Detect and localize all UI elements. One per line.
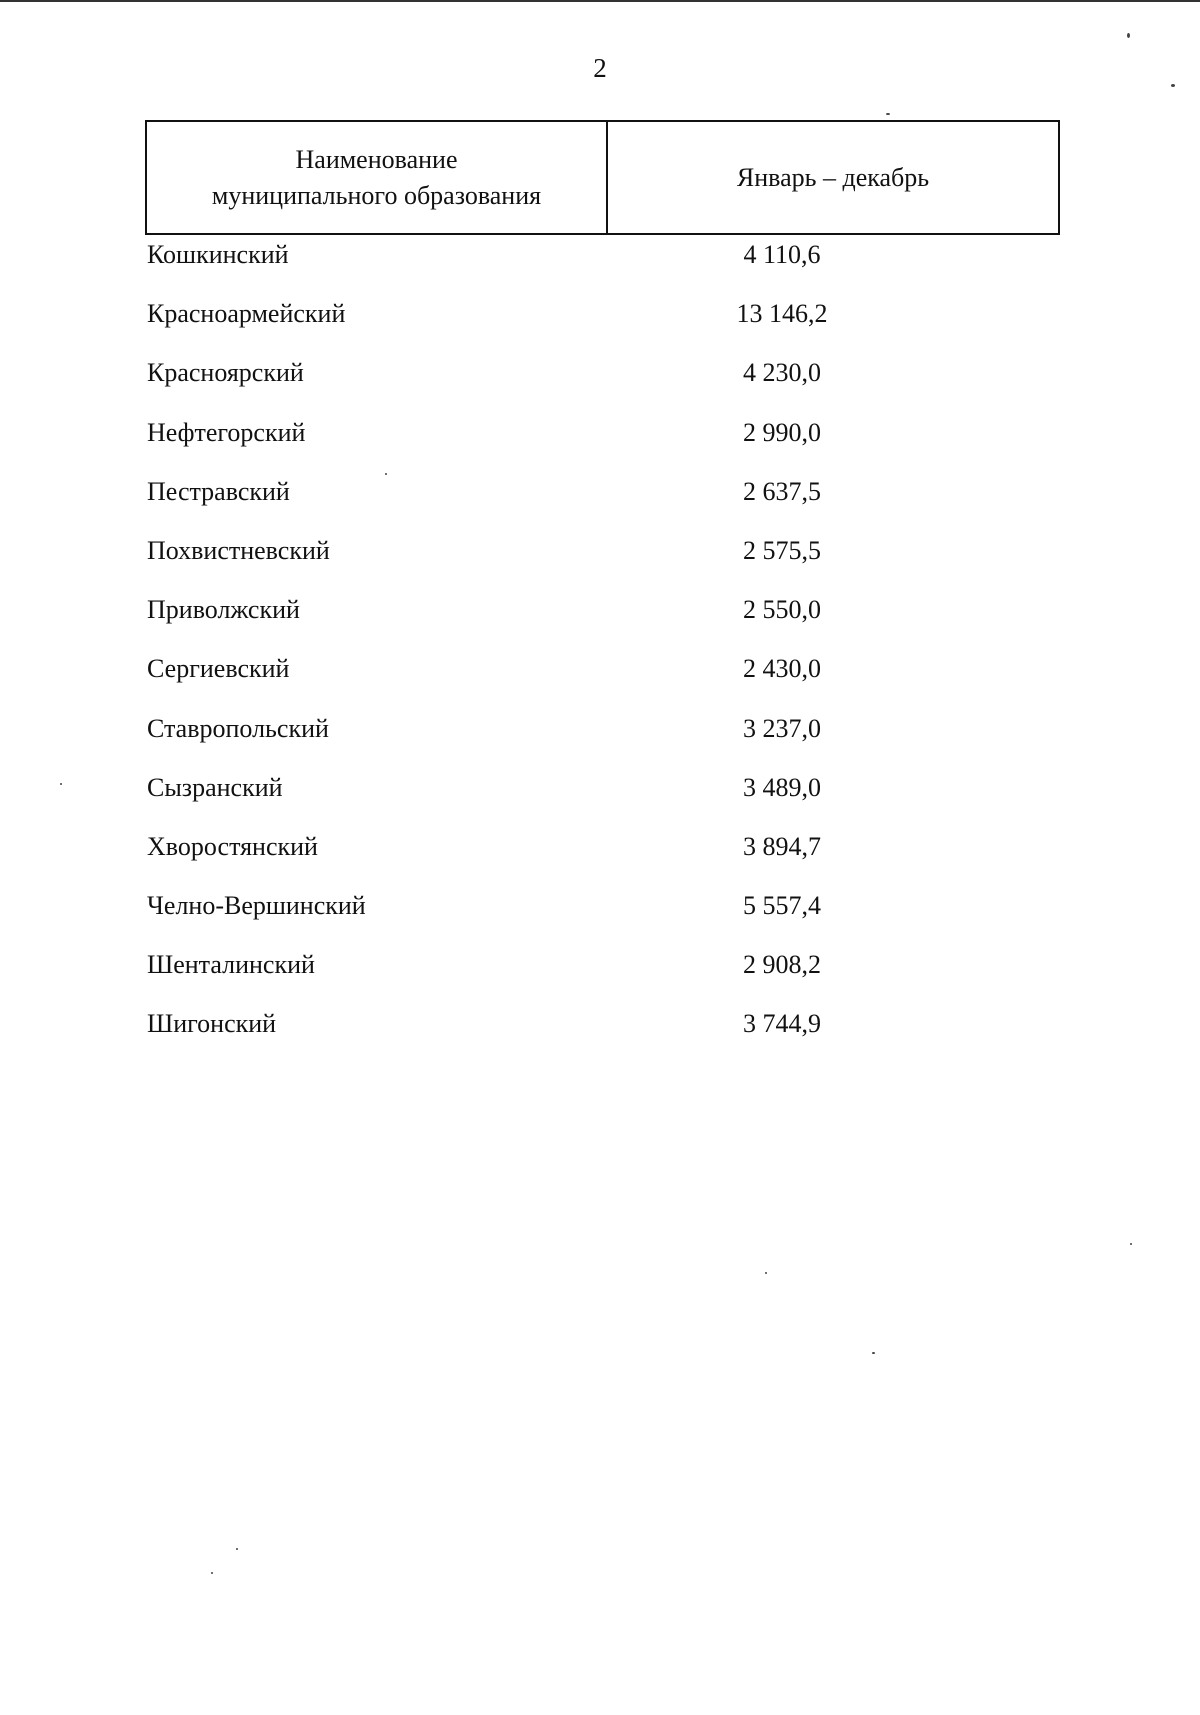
table-row xyxy=(147,237,1060,296)
municipality-value: 13 146,2 xyxy=(736,299,828,329)
table-row xyxy=(147,651,1060,710)
municipality-value: 3 894,7 xyxy=(743,831,821,861)
scan-speck xyxy=(236,1548,238,1550)
municipality-value: 5 557,4 xyxy=(743,891,821,921)
scan-speck xyxy=(60,783,62,785)
municipality-value: 3 489,0 xyxy=(743,772,821,802)
municipality-value: 2 430,0 xyxy=(743,654,821,684)
municipality-name: Красноярский xyxy=(147,358,304,388)
municipality-name: Приволжский xyxy=(147,595,300,625)
table-body xyxy=(147,237,1060,1066)
header-name-line-1: Наименование xyxy=(295,144,458,174)
header-name-line-2: муниципального образования xyxy=(211,180,542,210)
municipality-name: Сергиевский xyxy=(147,654,290,684)
scan-speck xyxy=(886,113,890,115)
municipality-value: 2 637,5 xyxy=(743,476,821,506)
header-municipality-name xyxy=(147,122,608,233)
municipality-value: 2 550,0 xyxy=(743,595,821,625)
table-row xyxy=(147,474,1060,533)
scan-top-edge-line xyxy=(0,0,1200,2)
municipality-value: 3 744,9 xyxy=(743,1009,821,1039)
table-row xyxy=(147,888,1060,947)
table-header xyxy=(145,120,1060,235)
table-row xyxy=(147,533,1060,592)
header-period: Январь – декабрь xyxy=(736,162,930,192)
scan-speck xyxy=(765,1272,767,1274)
page-number: 2 xyxy=(593,53,607,83)
municipality-name: Кошкинский xyxy=(147,240,289,269)
table-row xyxy=(147,711,1060,770)
municipality-value: 2 575,5 xyxy=(743,535,821,565)
municipality-name: Челно-Вершинский xyxy=(147,891,366,921)
table-row xyxy=(147,355,1060,414)
municipality-name: Похвистневский xyxy=(147,535,330,565)
municipality-name: Пестравский xyxy=(147,476,290,506)
municipality-name: Красноармейский xyxy=(147,299,346,329)
table-row xyxy=(147,296,1060,355)
municipality-value: 4 230,0 xyxy=(743,358,821,388)
municipality-value: 2 990,0 xyxy=(743,417,821,447)
municipality-name: Сызранский xyxy=(147,772,283,802)
municipality-name: Хворостянский xyxy=(147,831,318,861)
municipality-name: Шенталинский xyxy=(147,950,315,980)
municipality-name: Нефтегорский xyxy=(147,417,306,447)
table-row xyxy=(147,1006,1060,1065)
scan-speck xyxy=(1130,1243,1132,1245)
table-row xyxy=(147,829,1060,888)
scan-speck xyxy=(1171,84,1175,87)
table-row xyxy=(147,770,1060,829)
scan-speck xyxy=(872,1352,875,1354)
municipality-name: Ставропольский xyxy=(147,713,329,743)
municipality-value: 4 110,6 xyxy=(743,240,821,269)
municipality-name: Шигонский xyxy=(147,1009,277,1039)
municipality-value: 3 237,0 xyxy=(743,713,821,743)
table-row xyxy=(147,415,1060,474)
municipality-value: 2 908,2 xyxy=(743,950,821,980)
scan-speck xyxy=(385,473,387,475)
scan-speck xyxy=(211,1572,213,1574)
table-row xyxy=(147,592,1060,651)
table-row xyxy=(147,947,1060,1006)
scan-speck xyxy=(1127,33,1130,38)
